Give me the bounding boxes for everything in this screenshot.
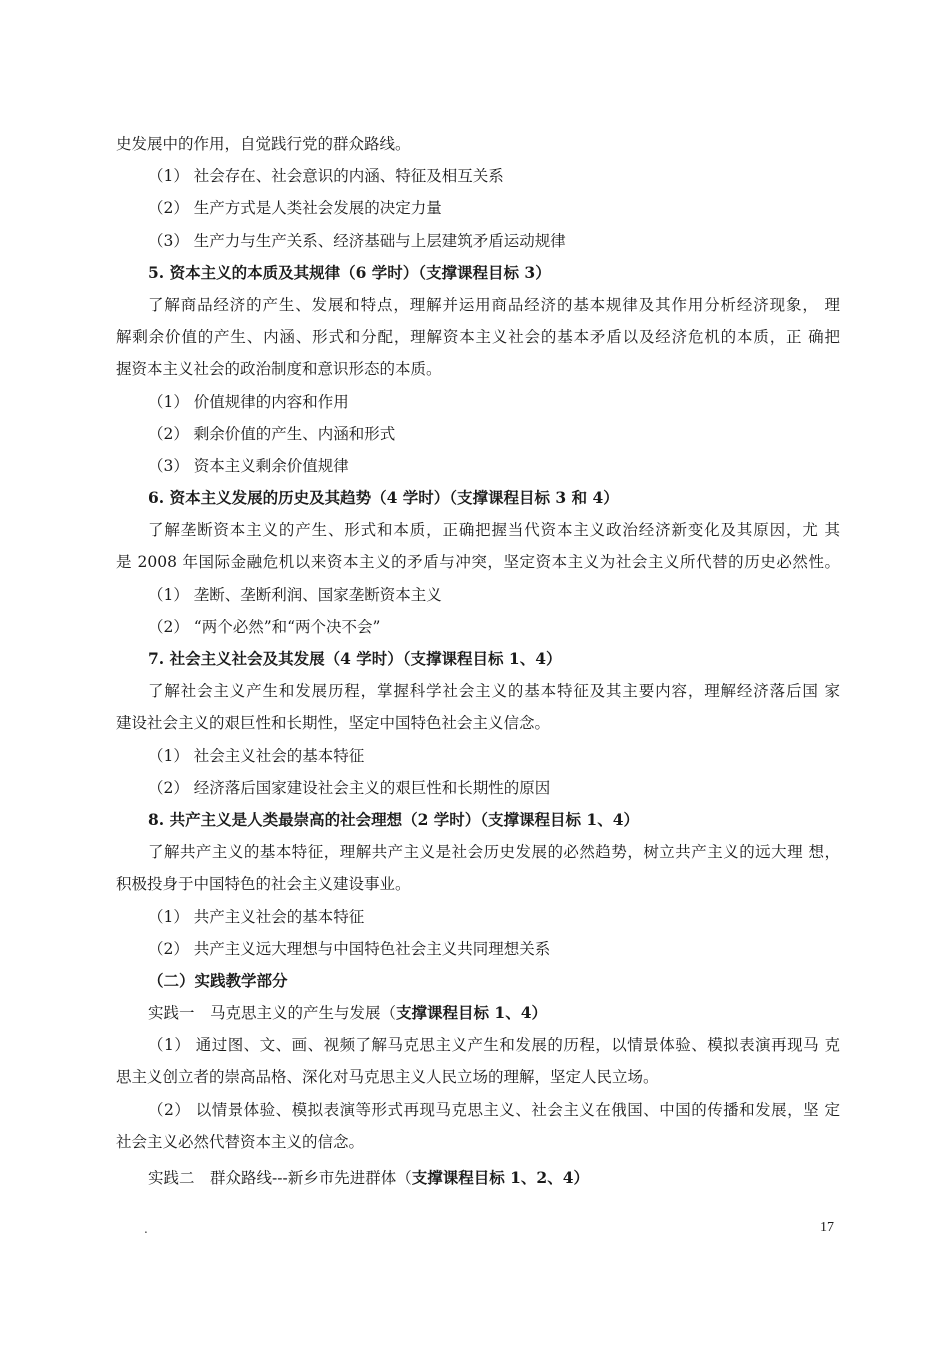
list-item: （2） 共产主义远大理想与中国特色社会主义共同理想关系 xyxy=(148,939,551,958)
paragraph-line: 积极投身于中国特色的社会主义建设事业。 xyxy=(116,875,411,894)
practice-heading xyxy=(116,997,840,1029)
list-item: （1） 价值规律的内容和作用 xyxy=(148,392,349,411)
list-item: （1） 垄断、垄断利润、国家垄断资本主义 xyxy=(148,585,442,604)
support-label: 支撑课程目标 xyxy=(396,1004,490,1023)
list-item: （2） 剩余价值的产生、内涵和形式 xyxy=(148,424,396,443)
footer-dot: . xyxy=(144,1222,148,1236)
list-item: （2） “两个必然”和“两个决不会” xyxy=(148,617,381,636)
paragraph-line: （2） 以情景体验、模拟表演等形式再现马克思主义、社会主义在俄国、中国的传播和发展，坚 定 xyxy=(148,1100,840,1119)
support-label: 支撑课程目标 xyxy=(411,1169,505,1187)
paragraph-line: 握资本主义社会的政治制度和意识形态的本质。 xyxy=(116,360,442,379)
paragraph-line: 是 2008 年国际金融危机以来资本主义的矛盾与冲突，坚定资本主义为社会主义所代替的历史必然性。 xyxy=(116,553,840,572)
subsection-heading: （二）实践教学部分 xyxy=(148,971,288,990)
paragraph-line: 建设社会主义的艰巨性和长期性，坚定中国特色社会主义信念。 xyxy=(116,714,551,733)
support-targets: 1、4） xyxy=(489,1003,547,1023)
section-heading: 5. 资本主义的本质及其规律（6 学时）（支撑课程目标 3） xyxy=(148,262,551,282)
paragraph-line: 社会主义必然代替资本主义的信念。 xyxy=(116,1132,365,1151)
list-item: （2） 经济落后国家建设社会主义的艰巨性和长期性的原因 xyxy=(148,778,551,797)
paragraph-line: 了解共产主义的基本特征，理解共产主义是社会历史发展的必然趋势，树立共产主义的远大理 想， xyxy=(148,843,840,862)
list-item: （1） 社会主义社会的基本特征 xyxy=(148,746,365,765)
section-heading: 7. 社会主义社会及其发展（4 学时）（支撑课程目标 1、4） xyxy=(148,649,562,668)
text-line: 史发展中的作用，自觉践行党的群众路线。 xyxy=(116,135,411,153)
page-content xyxy=(116,128,840,1194)
paragraph-line: 思主义创立者的崇高品格、深化对马克思主义人民立场的理解，坚定人民立场。 xyxy=(116,1068,659,1087)
page-number: 17 xyxy=(820,1220,834,1235)
paragraph-line: 了解社会主义产生和发展历程，掌握科学社会主义的基本特征及其主要内容，理解经济落后国 家 xyxy=(148,682,840,701)
section-heading: 6. 资本主义发展的历史及其趋势（4 学时）（支撑课程目标 3 和 4） xyxy=(148,488,619,508)
list-item: （2） 生产方式是人类社会发展的决定力量 xyxy=(148,199,442,218)
list-item: （1） 共产主义社会的基本特征 xyxy=(148,907,365,926)
practice-title: 实践二 群众路线---新乡市先进群体（ xyxy=(148,1169,412,1187)
practice-heading xyxy=(116,1162,840,1194)
support-targets: 1、2、4） xyxy=(504,1168,589,1187)
paragraph-line: 解剩余价值的产生、内涵、形式和分配，理解资本主义社会的基本矛盾以及经济危机的本质，正 确把 xyxy=(116,328,840,347)
paragraph-line: 了解垄断资本主义的产生、形式和本质，正确把握当代资本主义政治经济新变化及其原因，尤 其 xyxy=(148,521,840,540)
section-heading: 8. 共产主义是人类最崇高的社会理想（2 学时）（支撑课程目标 1、4） xyxy=(148,809,639,829)
list-item: （1） 社会存在、社会意识的内涵、特征及相互关系 xyxy=(148,167,504,186)
list-item: （3） 资本主义剩余价值规律 xyxy=(148,456,349,475)
practice-title: 实践一 马克思主义的产生与发展（ xyxy=(148,1004,397,1023)
list-item: （3） 生产力与生产关系、经济基础与上层建筑矛盾运动规律 xyxy=(148,231,566,250)
paragraph-line: 了解商品经济的产生、发展和特点，理解并运用商品经济的基本规律及其作用分析经济现象， 理 xyxy=(148,295,840,314)
paragraph-line: （1） 通过图、文、画、视频了解马克思主义产生和发展的历程，以情景体验、模拟表演再现马 克 xyxy=(148,1036,840,1055)
